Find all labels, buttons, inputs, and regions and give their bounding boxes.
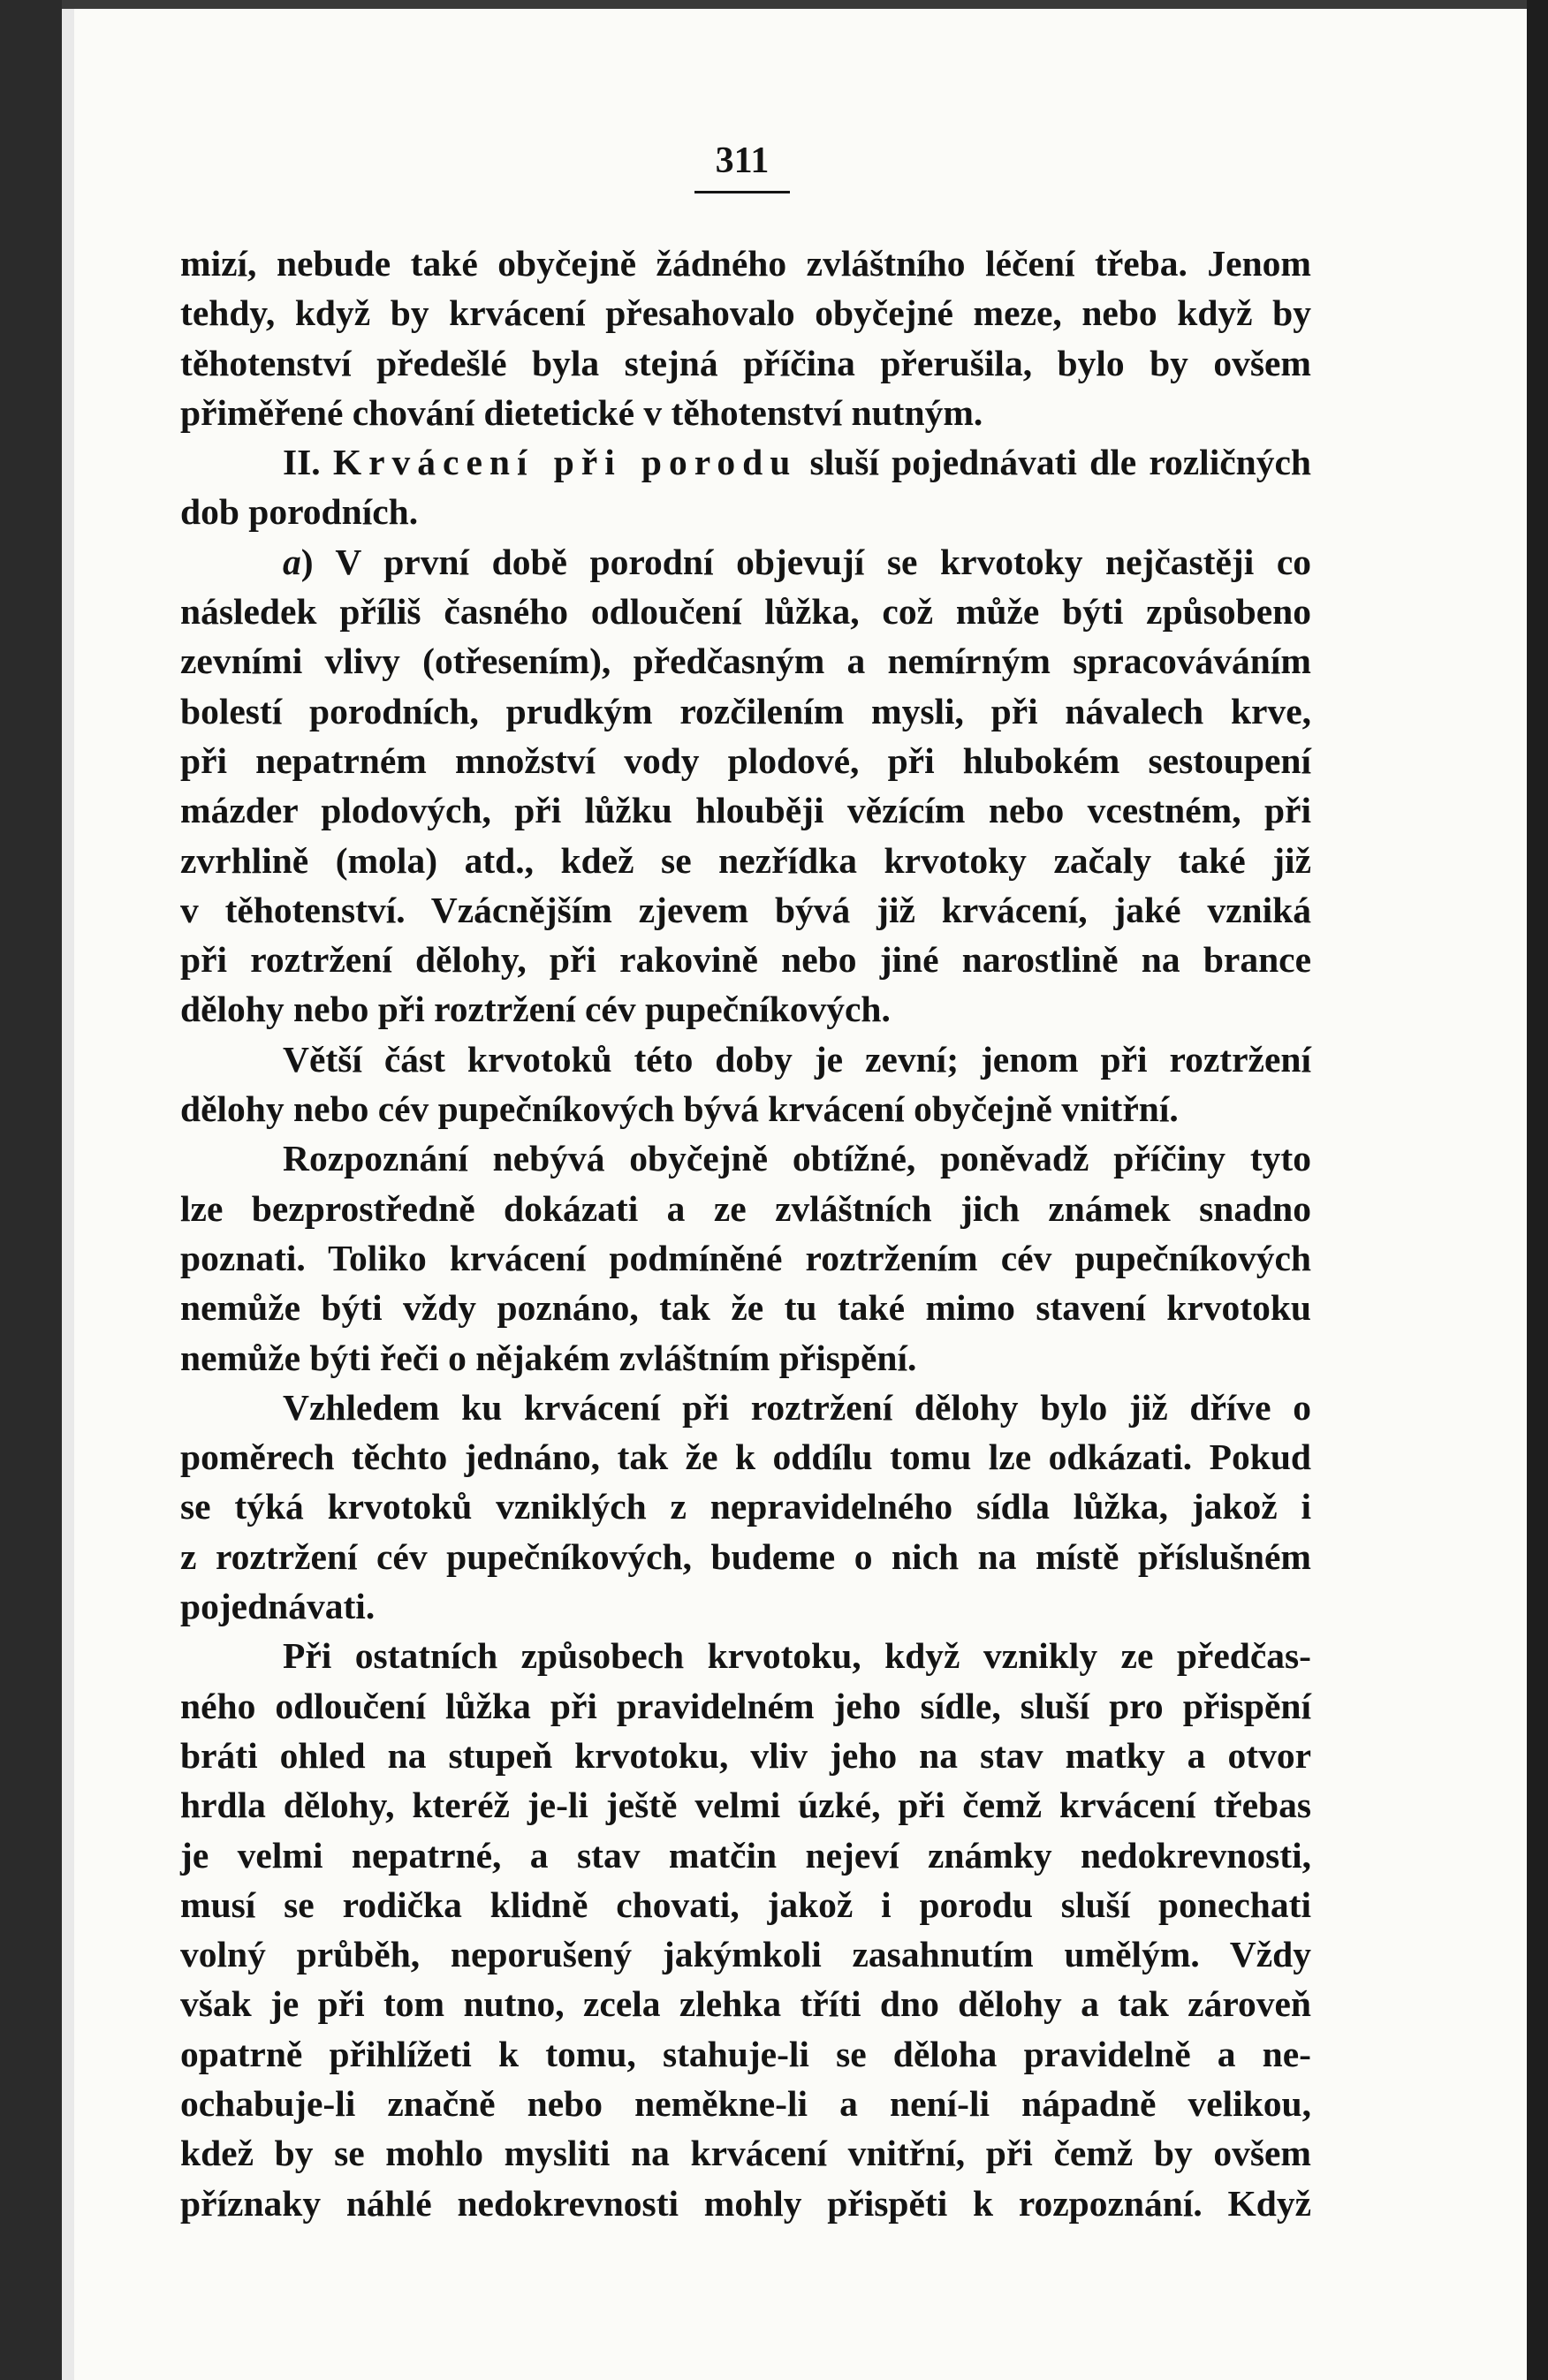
text-line: však je při tom nutno, zcela zlehka tříti dno dělohy a tak zároveň: [180, 1983, 1311, 2025]
text-line: dělohy nebo cév pupečníkových bývá krvácení obyčejně vnitřní.: [180, 1088, 1179, 1130]
text-line-part: II.: [283, 442, 333, 483]
body-text: [180, 239, 1311, 2228]
text-line: [180, 437, 1311, 487]
scan-border-right: [1527, 0, 1548, 2380]
text-line: následek příliš časného odloučení lůžka, což může býti způsobeno: [180, 591, 1311, 633]
text-line: z roztržení cév pupečníkových, budeme o nich na místě příslušném: [180, 1535, 1311, 1577]
text-line: bolestí porodních, prudkým rozčilením mysli, při návalech krve,: [180, 690, 1311, 731]
text-line: přiměřené chování dietetické v těhotenství nutným.: [180, 391, 983, 433]
scan-border-top: [62, 0, 1527, 9]
text-line: opatrně přihlížeti k tomu, stahuje-li se děloha pravidelně a ne-: [180, 2033, 1311, 2074]
text-line: hrdla dělohy, kteréž je-li ještě velmi úzké, při čemž krvácení třebas: [180, 1785, 1311, 1826]
text-line: ochabuje-li značně nebo neměkne-li a není-li nápadně velikou,: [180, 2082, 1311, 2124]
text-line: dělohy nebo při roztržení cév pupečníkových.: [180, 989, 891, 1030]
text-line: poměrech těchto jednáno, tak že k oddílu tomu lze odkázati. Pokud: [180, 1436, 1311, 1478]
text-line: mizí, nebude také obyčejně žádného zvláštního léčení třeba. Jenom: [180, 243, 1311, 284]
text-line: Při ostatních způsobech krvotoku, když vznikly ze předčas-: [283, 1635, 1311, 1677]
text-line: mázder plodových, při lůžku hlouběji vězícím nebo vcestném, při: [180, 790, 1311, 831]
text-line: nemůže býti řeči o nějakém zvláštním přispění.: [180, 1337, 917, 1378]
text-line: ného odloučení lůžka při pravidelném jeho sídle, sluší pro přispění: [180, 1685, 1311, 1726]
text-line: musí se rodička klidně chovati, jakož i porodu sluší ponechati: [180, 1884, 1311, 1925]
text-line: pojednávati.: [180, 1586, 376, 1627]
text-line: lze bezprostředně dokázati a ze zvláštních jich známek snadno: [180, 1187, 1311, 1229]
page-number: 311: [715, 140, 770, 181]
text-line-part: Krvácení při porodu: [332, 442, 798, 483]
text-line: tehdy, když by krvácení přesahovalo obyčejné meze, nebo když by: [180, 292, 1311, 334]
text-line: Rozpoznání nebývá obyčejně obtížné, poněvadž příčiny tyto: [283, 1138, 1311, 1179]
text-line: volný průběh, neporušený jakýmkoli zasahnutím umělým. Vždy: [180, 1934, 1311, 1975]
scan-border-left: [0, 0, 62, 2380]
text-line: bráti ohled na stupeň krvotoku, vliv jeho na stav matky a otvor: [180, 1734, 1311, 1776]
text-line: se týká krvotoků vzniklých z nepravidelného sídla lůžka, jakož i: [180, 1486, 1311, 1527]
text-line: kdež by se mohlo mysliti na krvácení vnitřní, při čemž by ovšem: [180, 2133, 1311, 2174]
page-number-rule: [694, 191, 790, 193]
text-line-part: a: [283, 541, 301, 582]
text-line: Vzhledem ku krvácení při roztržení dělohy bylo již dříve o: [283, 1386, 1311, 1428]
text-line: v těhotenství. Vzácnějším zjevem bývá již krvácení, jaké vzniká: [180, 889, 1311, 930]
text-line: nemůže býti vždy poznáno, tak že tu také mimo stavení krvotoku: [180, 1287, 1311, 1329]
text-line: zevními vlivy (otřesením), předčasným a nemírným spracováváním: [180, 640, 1311, 682]
text-line: příznaky náhlé nedokrevnosti mohly přispěti k rozpoznání. Když: [180, 2182, 1311, 2224]
text-line: těhotenství předešlé byla stejná příčina přerušila, bylo by ovšem: [180, 342, 1311, 383]
text-line: poznati. Toliko krvácení podmíněné roztržením cév pupečníkových: [180, 1237, 1311, 1278]
text-line-part: ) V první době porodní objevují se krvotoky nejčastěji co: [300, 541, 1311, 582]
text-line: při roztržení dělohy, při rakovině nebo jiné narostlině na brance: [180, 939, 1311, 981]
text-line: dob porodních.: [180, 491, 419, 533]
text-line: Větší část krvotoků této doby je zevní; jenom při roztržení: [283, 1038, 1311, 1080]
text-line: je velmi nepatrné, a stav matčin nejeví známky nedokrevnosti,: [180, 1834, 1311, 1876]
text-line-part: sluší pojednávati dle rozličných: [797, 442, 1311, 483]
text-line: [180, 537, 1311, 587]
text-line: při nepatrném množství vody plodové, při hlubokém sestoupení: [180, 739, 1311, 781]
text-line: zvrhlině (mola) atd., kdež se nezřídka krvotoky začaly také již: [180, 839, 1311, 881]
scan-border-left-inner: [62, 0, 74, 2380]
